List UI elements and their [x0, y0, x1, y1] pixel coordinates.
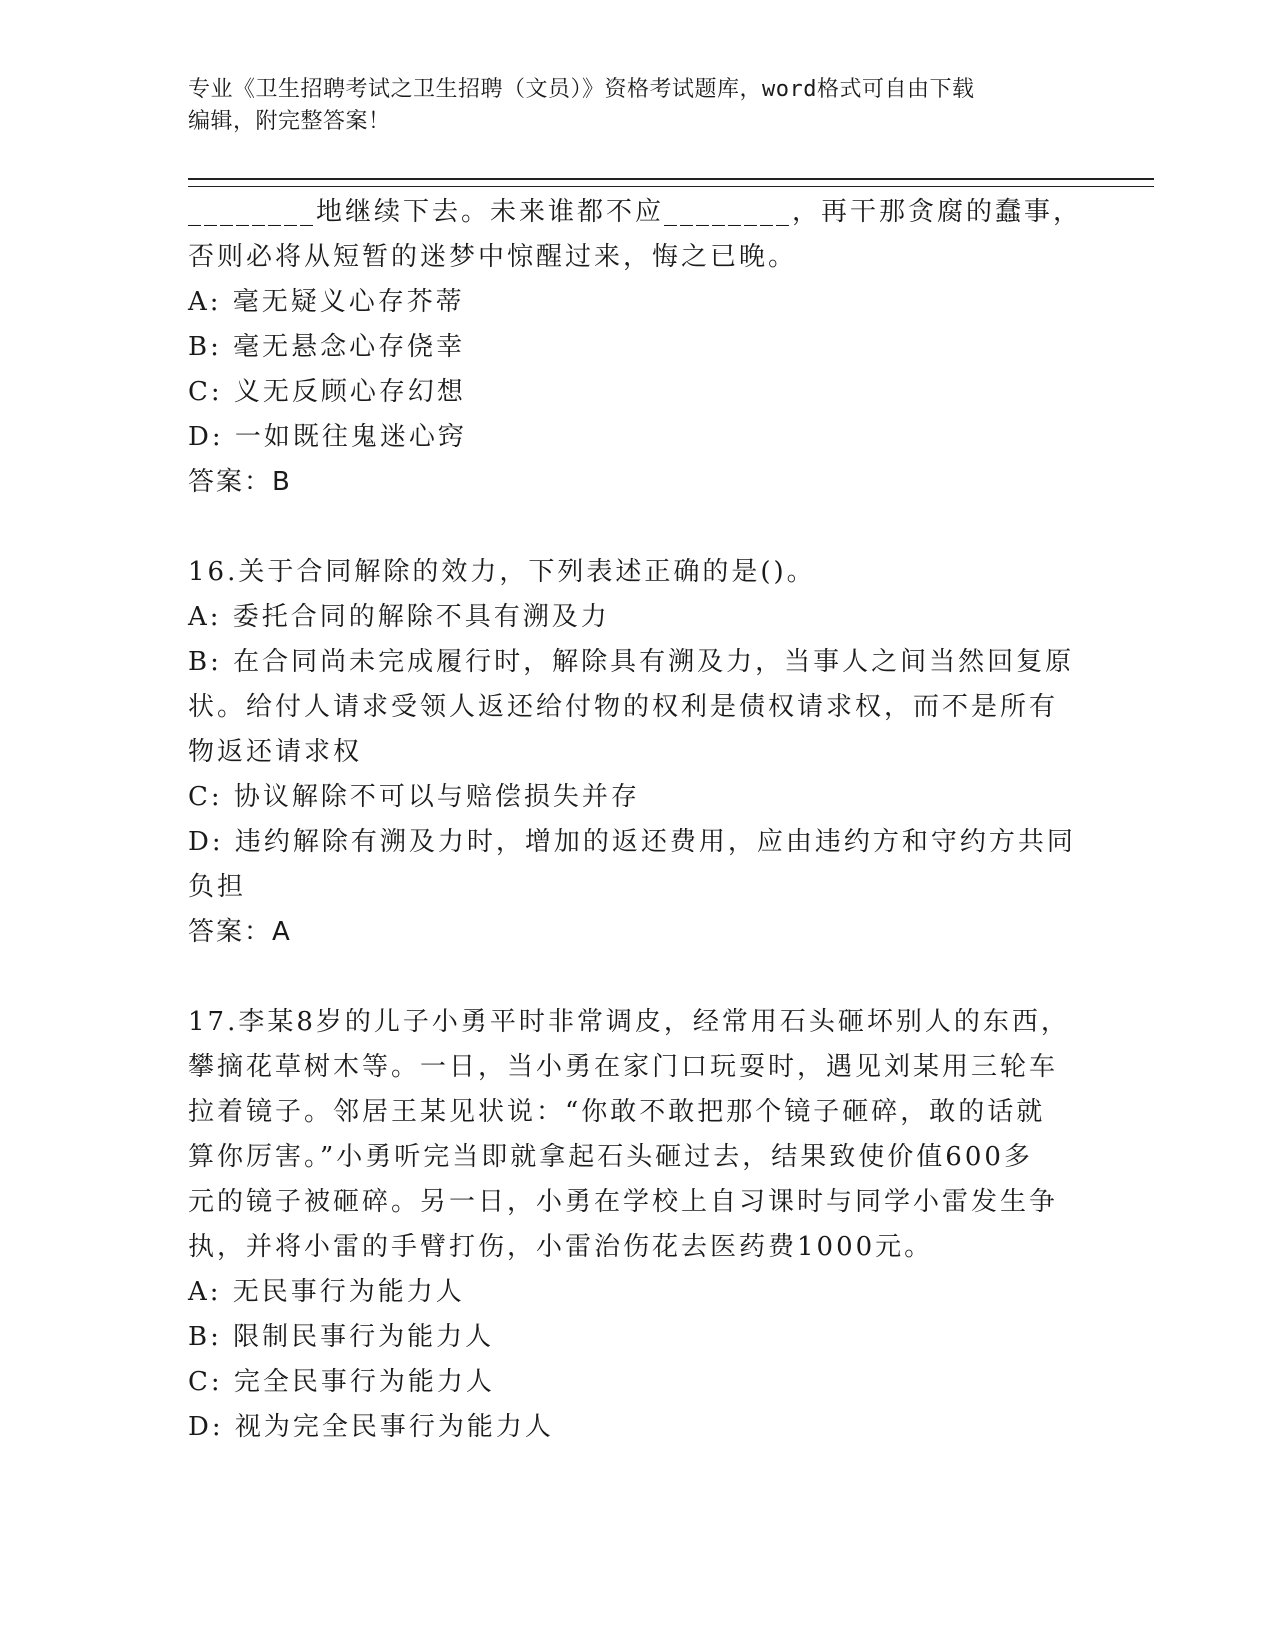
option-c: C: 协议解除不可以与赔偿损失并存: [188, 782, 640, 812]
document-body: [188, 190, 1088, 1450]
option-b-continued: 状。给付人请求受领人返还给付物的权利是债权请求权，而不是所有: [188, 692, 1059, 722]
option-c: C: 完全民事行为能力人: [188, 1367, 495, 1397]
question-16: [188, 550, 1088, 955]
option-a: A: 毫无疑义心存芥蒂: [188, 287, 465, 317]
spacer: [188, 955, 1088, 1000]
question-stem-line: 攀摘花草树木等。一日，当小勇在家门口玩耍时，遇见刘某用三轮车: [188, 1052, 1059, 1082]
option-b-continued: 物返还请求权: [188, 737, 363, 767]
option-d-continued: 负担: [188, 872, 247, 902]
question-stem-line: 算你厉害。”小勇听完当即就拿起石头砸过去，结果致使价值600多: [188, 1142, 1033, 1172]
question-17: [188, 1000, 1088, 1450]
question-stem-line: ________地继续下去。未来谁都不应________，再干那贪腐的蠢事，: [188, 197, 1083, 227]
option-a: A: 委托合同的解除不具有溯及力: [188, 602, 610, 632]
option-a: A: 无民事行为能力人: [188, 1277, 465, 1307]
question-stem-line: 16.关于合同解除的效力，下列表述正确的是()。: [188, 557, 816, 587]
header-line-2: 编辑，附完整答案！: [188, 109, 391, 134]
header-line-1: 专业《卫生招聘考试之卫生招聘（文员）》资格考试题库，word格式可自由下载: [188, 77, 975, 102]
question-stem-line: 拉着镜子。邻居王某见状说：“你敢不敢把那个镜子砸碎，敢的话就: [188, 1097, 1046, 1127]
answer-label: 答案：A: [188, 917, 292, 947]
option-b: B: 限制民事行为能力人: [188, 1322, 495, 1352]
option-d: D: 视为完全民事行为能力人: [188, 1412, 554, 1442]
question-stem-line: 17.李某8岁的儿子小勇平时非常调皮，经常用石头砸坏别人的东西，: [188, 1007, 1070, 1037]
page-header: [188, 74, 1068, 138]
option-d: D: 违约解除有溯及力时，增加的返还费用，应由违约方和守约方共同: [188, 827, 1076, 857]
question-stem-line: 否则必将从短暂的迷梦中惊醒过来，悔之已晚。: [188, 242, 798, 272]
spacer: [188, 505, 1088, 550]
option-b: B: 毫无悬念心存侥幸: [188, 332, 466, 362]
option-d: D: 一如既往鬼迷心窍: [188, 422, 467, 452]
header-divider: [188, 178, 1154, 187]
option-c: C: 义无反顾心存幻想: [188, 377, 466, 407]
question-15: [188, 190, 1088, 505]
question-stem-line: 元的镜子被砸碎。另一日，小勇在学校上自习课时与同学小雷发生争: [188, 1187, 1059, 1217]
option-b: B: 在合同尚未完成履行时，解除具有溯及力，当事人之间当然回复原: [188, 647, 1075, 677]
answer-label: 答案：B: [188, 467, 292, 497]
question-stem-line: 执，并将小雷的手臂打伤，小雷治伤花去医药费1000元。: [188, 1232, 934, 1262]
